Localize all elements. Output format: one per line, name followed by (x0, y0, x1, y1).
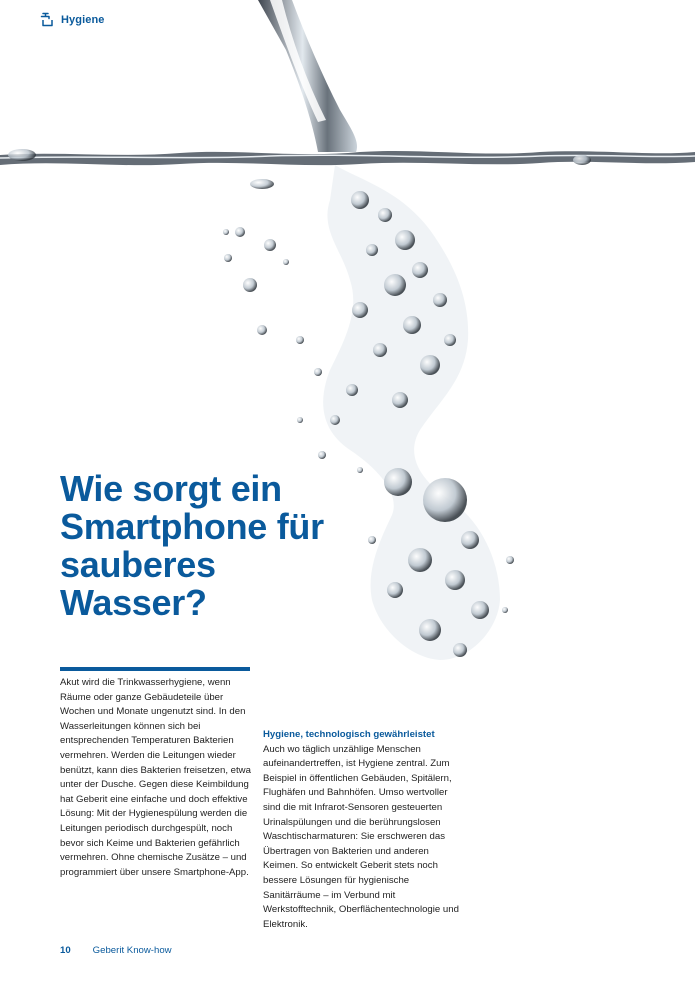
page-footer (60, 945, 172, 956)
headline: Wie sorgt ein Smartphone für sauberes Wasser? (60, 468, 324, 623)
page-number: 10 (60, 945, 71, 956)
section-label: Hygiene (61, 14, 105, 26)
accent-rule (60, 667, 250, 671)
subheading: Hygiene, technologisch gewährleistet (263, 729, 435, 740)
right-column (263, 728, 463, 932)
intro-paragraph: Akut wird die Trinkwasserhygiene, wenn Räume oder ganze Gebäudeteile über Wochen und Monate ungenutzt sind. In den Wasserleitungen können sich bei entsprechenden Temperaturen Bakterien vermehren. Werden die Leitungen wieder benützt, kann dies Bakterien freisetzen, etwa unter der Dusche. Gegen diese Keimbildung hat Geberit eine einfache und doch effektive Lösung: Mit der Hygienespülung werden die Leitungen periodisch durchgespült, noch bevor sich Keime und Bakterien gefährlich vermehren. Ohne chemische Zusätze – und programmiert über unsere Smartphone-App. (60, 677, 251, 878)
second-paragraph: Auch wo täglich unzählige Menschen aufeinandertreffen, ist Hygiene zentral. Zum Beispiel in öffentlichen Gebäuden, Spitälern, Flughäfen und Bahnhöfen. Umso wertvoller sind die mit Infrarot-Sensoren gesteuerten Urinalspülungen und die berührungslosen Waschtischarmaturen: Sie erschweren das Übertragen von Bakterien und anderen Keimen. So entwickelt Geberit stets noch bessere Lösungen für hygienische Sanitärräume – im Verbund mit Werkstofftechnik, Oberflächentechnologie und Elektronik. (263, 743, 459, 930)
publication-name: Geberit Know-how (92, 945, 172, 956)
